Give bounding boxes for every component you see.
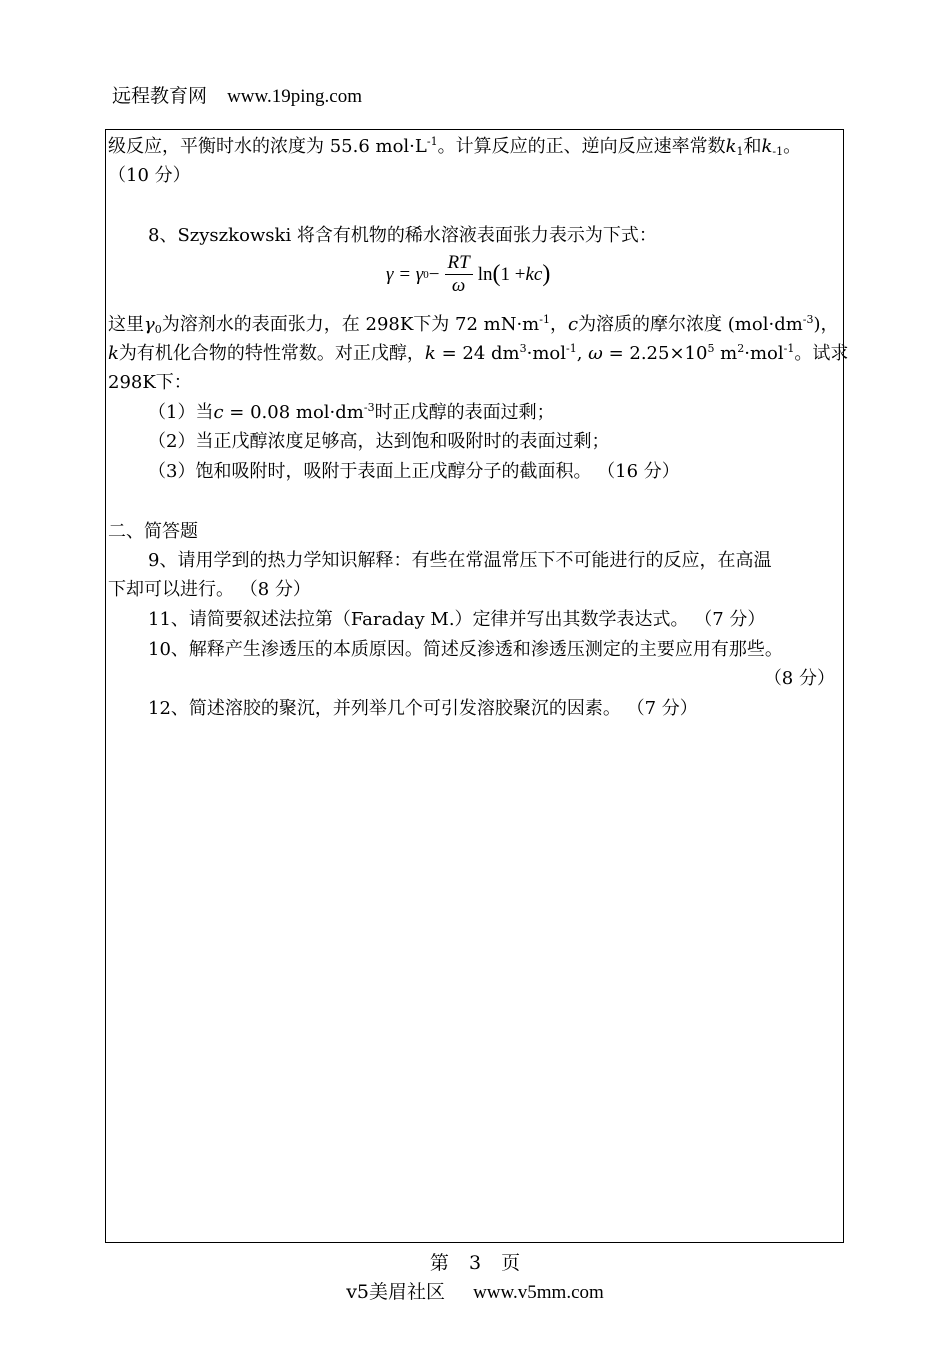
- header-site-url[interactable]: www.19ping.com: [227, 86, 362, 107]
- page-number: 第 3 页: [429, 1252, 521, 1274]
- q8-line4: 298K下：: [108, 372, 192, 393]
- q8-sub3: （3）饱和吸附时，吸附于表面上正戊醇分子的截面积。 （16 分）: [148, 461, 680, 482]
- header-site-name: 远程教育网: [112, 85, 208, 107]
- q8-line2: 这里$\gamma_0$为溶剂水的表面张力，在 298K下为 72 $mN\cdot m^{-1}$，c为溶质的摩尔浓度 $(mol\cdot dm^{-3})$，: [108, 313, 839, 336]
- q8-sub2: （2）当正戊醇浓度足够高，达到饱和吸附时的表面过剩；: [148, 431, 610, 452]
- footer-site: [0, 1277, 950, 1304]
- q10-line1: 10、解释产生渗透压的本质原因。简述反渗透和渗透压测定的主要应用有那些。: [148, 639, 783, 660]
- q7-score: （10 分）: [108, 165, 191, 186]
- page-header: [112, 84, 362, 109]
- q9-line2: 下却可以进行。 （8 分）: [108, 579, 311, 600]
- section2-title: 二、简答题: [108, 521, 198, 542]
- q8-intro: 8、Szyszkowski 将含有机物的稀水溶液表面张力表示为下式：: [148, 225, 657, 246]
- q8-line3: k为有机化合物的特性常数。对正戊醇，k = 24 $dm^3\cdot mol^{-1}$, $\omega = 2.25\times 10^5$ $m^2\cdot mol^{-1}$。试求: [108, 342, 849, 364]
- q12: 12、简述溶胶的聚沉，并列举几个可引发溶胶聚沉的因素。 （7 分）: [148, 698, 698, 719]
- footer-site-name: v5美眉社区: [346, 1281, 446, 1303]
- formula-fraction: $\frac{RT}{\omega}$: [445, 252, 473, 297]
- q11: 11、请简要叙述法拉第（Faraday M.）定律并写出其数学表达式。 （7 分）: [148, 609, 766, 630]
- q9-line1: 9、请用学到的热力学知识解释：有些在常温常压下不可能进行的反应，在高温: [148, 550, 772, 571]
- szyszkowski-formula: γ = γ 0 − $\frac{RT}{\omega}$ ln ( 1 + kc ): [386, 252, 551, 296]
- q7-text-line: 级反应，平衡时水的浓度为 55.6 $mol\cdot L^{-1}$。计算反应的正、逆向反应速率常数$k_1$和$k_{-1}$。: [108, 135, 802, 158]
- footer-site-url[interactable]: www.v5mm.com: [473, 1282, 604, 1303]
- q10-score: （8 分）: [763, 668, 835, 689]
- q8-sub1: （1）当c = 0.08 $mol\cdot dm^{-3}$时正戊醇的表面过剩；: [148, 401, 555, 423]
